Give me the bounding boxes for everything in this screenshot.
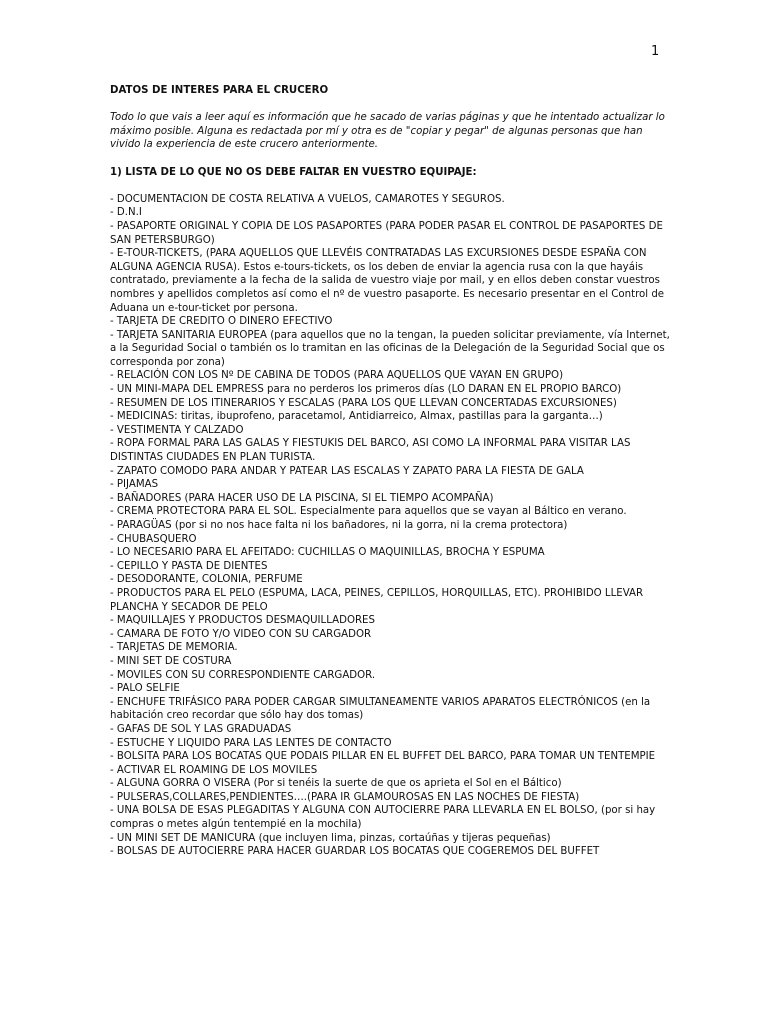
checklist-item: - ZAPATO COMODO PARA ANDAR Y PATEAR LAS ESCALAS Y ZAPATO PARA LA FIESTA DE GALA <box>110 465 584 477</box>
checklist-item: - PRODUCTOS PARA EL PELO (ESPUMA, LACA, PEINES, CEPILLOS, HORQUILLAS, ETC). PROHIBIDO LLEVAR PLANCHA Y SECADOR DE PELO <box>110 587 644 613</box>
checklist-item: - TARJETAS DE MEMORIA. <box>110 642 238 654</box>
checklist-item: - MAQUILLAJES Y PRODUCTOS DESMAQUILLADORES <box>110 615 375 627</box>
checklist-item: - CAMARA DE FOTO Y/O VIDEO CON SU CARGADOR <box>110 628 372 640</box>
checklist-item: - PALO SELFIE <box>110 683 180 695</box>
checklist-item: - GAFAS DE SOL Y LAS GRADUADAS <box>110 723 292 735</box>
checklist-item: - MOVILES CON SU CORRESPONDIENTE CARGADOR. <box>110 669 376 681</box>
checklist-item: - DOCUMENTACION DE COSTA RELATIVA A VUELOS, CAMAROTES Y SEGUROS. <box>110 193 505 205</box>
checklist-item: - BOLSAS DE AUTOCIERRE PARA HACER GUARDAR LOS BOCATAS QUE COGEREMOS DEL BUFFET <box>110 846 600 858</box>
checklist-item: - PULSERAS,COLLARES,PENDIENTES….(PARA IR GLAMOUROSAS EN LAS NOCHES DE FIESTA) <box>110 791 580 803</box>
document-body <box>110 84 670 859</box>
checklist-item: - E-TOUR-TICKETS, (PARA AQUELLOS QUE LLEVÉIS CONTRATADAS LAS EXCURSIONES DESDE ESPAÑA CON ALGUNA AGENCIA RUSA). Estos e-tours-tickets, os los deben de enviar la agencia rusa con la que hayáis contratado, previamente a la fecha de la salida de vuestro viaje por mail, y en ellos deben constar vuestros nombres y apellidos completos así como el nº de vuestro pasaporte. Es necesario presentar en el Control de Aduana un e-tour-ticket por persona. <box>110 248 665 314</box>
checklist-item: - BAÑADORES (PARA HACER USO DE LA PISCINA, SI EL TIEMPO ACOMPAÑA) <box>110 492 494 504</box>
checklist-item: - CHUBASQUERO <box>110 533 197 545</box>
checklist-item: - PIJAMAS <box>110 479 159 491</box>
checklist-item: - TARJETA SANITARIA EUROPEA (para aquellos que no la tengan, la pueden solicitar previamente, vía Internet, a la Seguridad Social o también os lo tramitan en las oficinas de la Delegación de la Seguridad Social que os corresponda por zona) <box>110 329 670 368</box>
checklist-item: - ESTUCHE Y LIQUIDO PARA LAS LENTES DE CONTACTO <box>110 737 392 749</box>
checklist-item: - BOLSITA PARA LOS BOCATAS QUE PODAIS PILLAR EN EL BUFFET DEL BARCO, PARA TOMAR UN TENTEMPIE <box>110 751 656 763</box>
checklist-item: - UN MINI SET DE MANICURA (que incluyen lima, pinzas, cortaúñas y tijeras pequeñas) <box>110 832 551 844</box>
checklist-item: - PARAGÜAS (por si no nos hace falta ni los bañadores, ni la gorra, ni la crema protectora) <box>110 520 568 531</box>
checklist-item: - CEPILLO Y PASTA DE DIENTES <box>110 560 268 572</box>
checklist-item: - UN MINI-MAPA DEL EMPRESS para no perderos los primeros días (LO DARAN EN EL PROPIO BARCO) <box>110 384 622 396</box>
checklist-item: - CREMA PROTECTORA PARA EL SOL. Especialmente para aquellos que se vayan al Báltico en verano. <box>110 506 627 518</box>
intro-paragraph: Todo lo que vais a leer aquí es información que he sacado de varias páginas y que he intentado actualizar lo máximo posible. Alguna es redactada por mí y otra es de "copiar y pegar" de algunas personas que han vivido la experiencia de este crucero anteriormente. <box>110 112 665 151</box>
spacer <box>110 98 670 112</box>
spacer <box>110 179 670 193</box>
checklist-item: - RELACIÓN CON LOS Nº DE CABINA DE TODOS (PARA AQUELLOS QUE VAYAN EN GRUPO) <box>110 370 564 382</box>
checklist-item: - ROPA FORMAL PARA LAS GALAS Y FIESTUKIS DEL BARCO, ASI COMO LA INFORMAL PARA VISITAR LAS DISTINTAS CIUDADES EN PLAN TURISTA. <box>110 438 631 464</box>
page-number: 1 <box>651 44 660 59</box>
checklist-item: - ACTIVAR EL ROAMING DE LOS MOVILES <box>110 764 318 776</box>
checklist-item: - DESODORANTE, COLONIA, PERFUME <box>110 574 303 586</box>
document-title: DATOS DE INTERES PARA EL CRUCERO <box>110 85 329 96</box>
checklist-item: - VESTIMENTA Y CALZADO <box>110 424 244 436</box>
checklist-item: - RESUMEN DE LOS ITINERARIOS Y ESCALAS (PARA LOS QUE LLEVAN CONCERTADAS EXCURSIONES) <box>110 397 617 409</box>
checklist-item: - UNA BOLSA DE ESAS PLEGADITAS Y ALGUNA CON AUTOCIERRE PARA LLEVARLA EN EL BOLSO, (por si hay compras o metes algún tentempié en la mochila) <box>110 805 656 831</box>
checklist-item: - ENCHUFE TRIFÁSICO PARA PODER CARGAR SIMULTANEAMENTE VARIOS APARATOS ELECTRÓNICOS (en la habitación creo recordar que sólo hay dos tomas) <box>110 696 651 722</box>
checklist-item: - PASAPORTE ORIGINAL Y COPIA DE LOS PASAPORTES (PARA PODER PASAR EL CONTROL DE PASAPORTES DE SAN PETERSBURGO) <box>110 220 663 246</box>
checklist-item: - MINI SET DE COSTURA <box>110 655 232 667</box>
section-heading: 1) LISTA DE LO QUE NO OS DEBE FALTAR EN VUESTRO EQUIPAJE: <box>110 166 477 178</box>
checklist-item: - LO NECESARIO PARA EL AFEITADO: CUCHILLAS O MAQUINILLAS, BROCHA Y ESPUMA <box>110 547 545 559</box>
checklist-item: - TARJETA DE CREDITO O DINERO EFECTIVO <box>110 316 333 328</box>
spacer <box>110 152 670 166</box>
checklist-item: - MEDICINAS: tiritas, ibuprofeno, paracetamol, Antidiarreico, Almax, pastillas para la garganta…) <box>110 411 603 423</box>
checklist-item: - ALGUNA GORRA O VISERA (Por si tenéis la suerte de que os aprieta el Sol en el Báltico) <box>110 778 562 790</box>
checklist-item: - D.N.I <box>110 207 142 219</box>
packing-checklist <box>110 193 670 859</box>
